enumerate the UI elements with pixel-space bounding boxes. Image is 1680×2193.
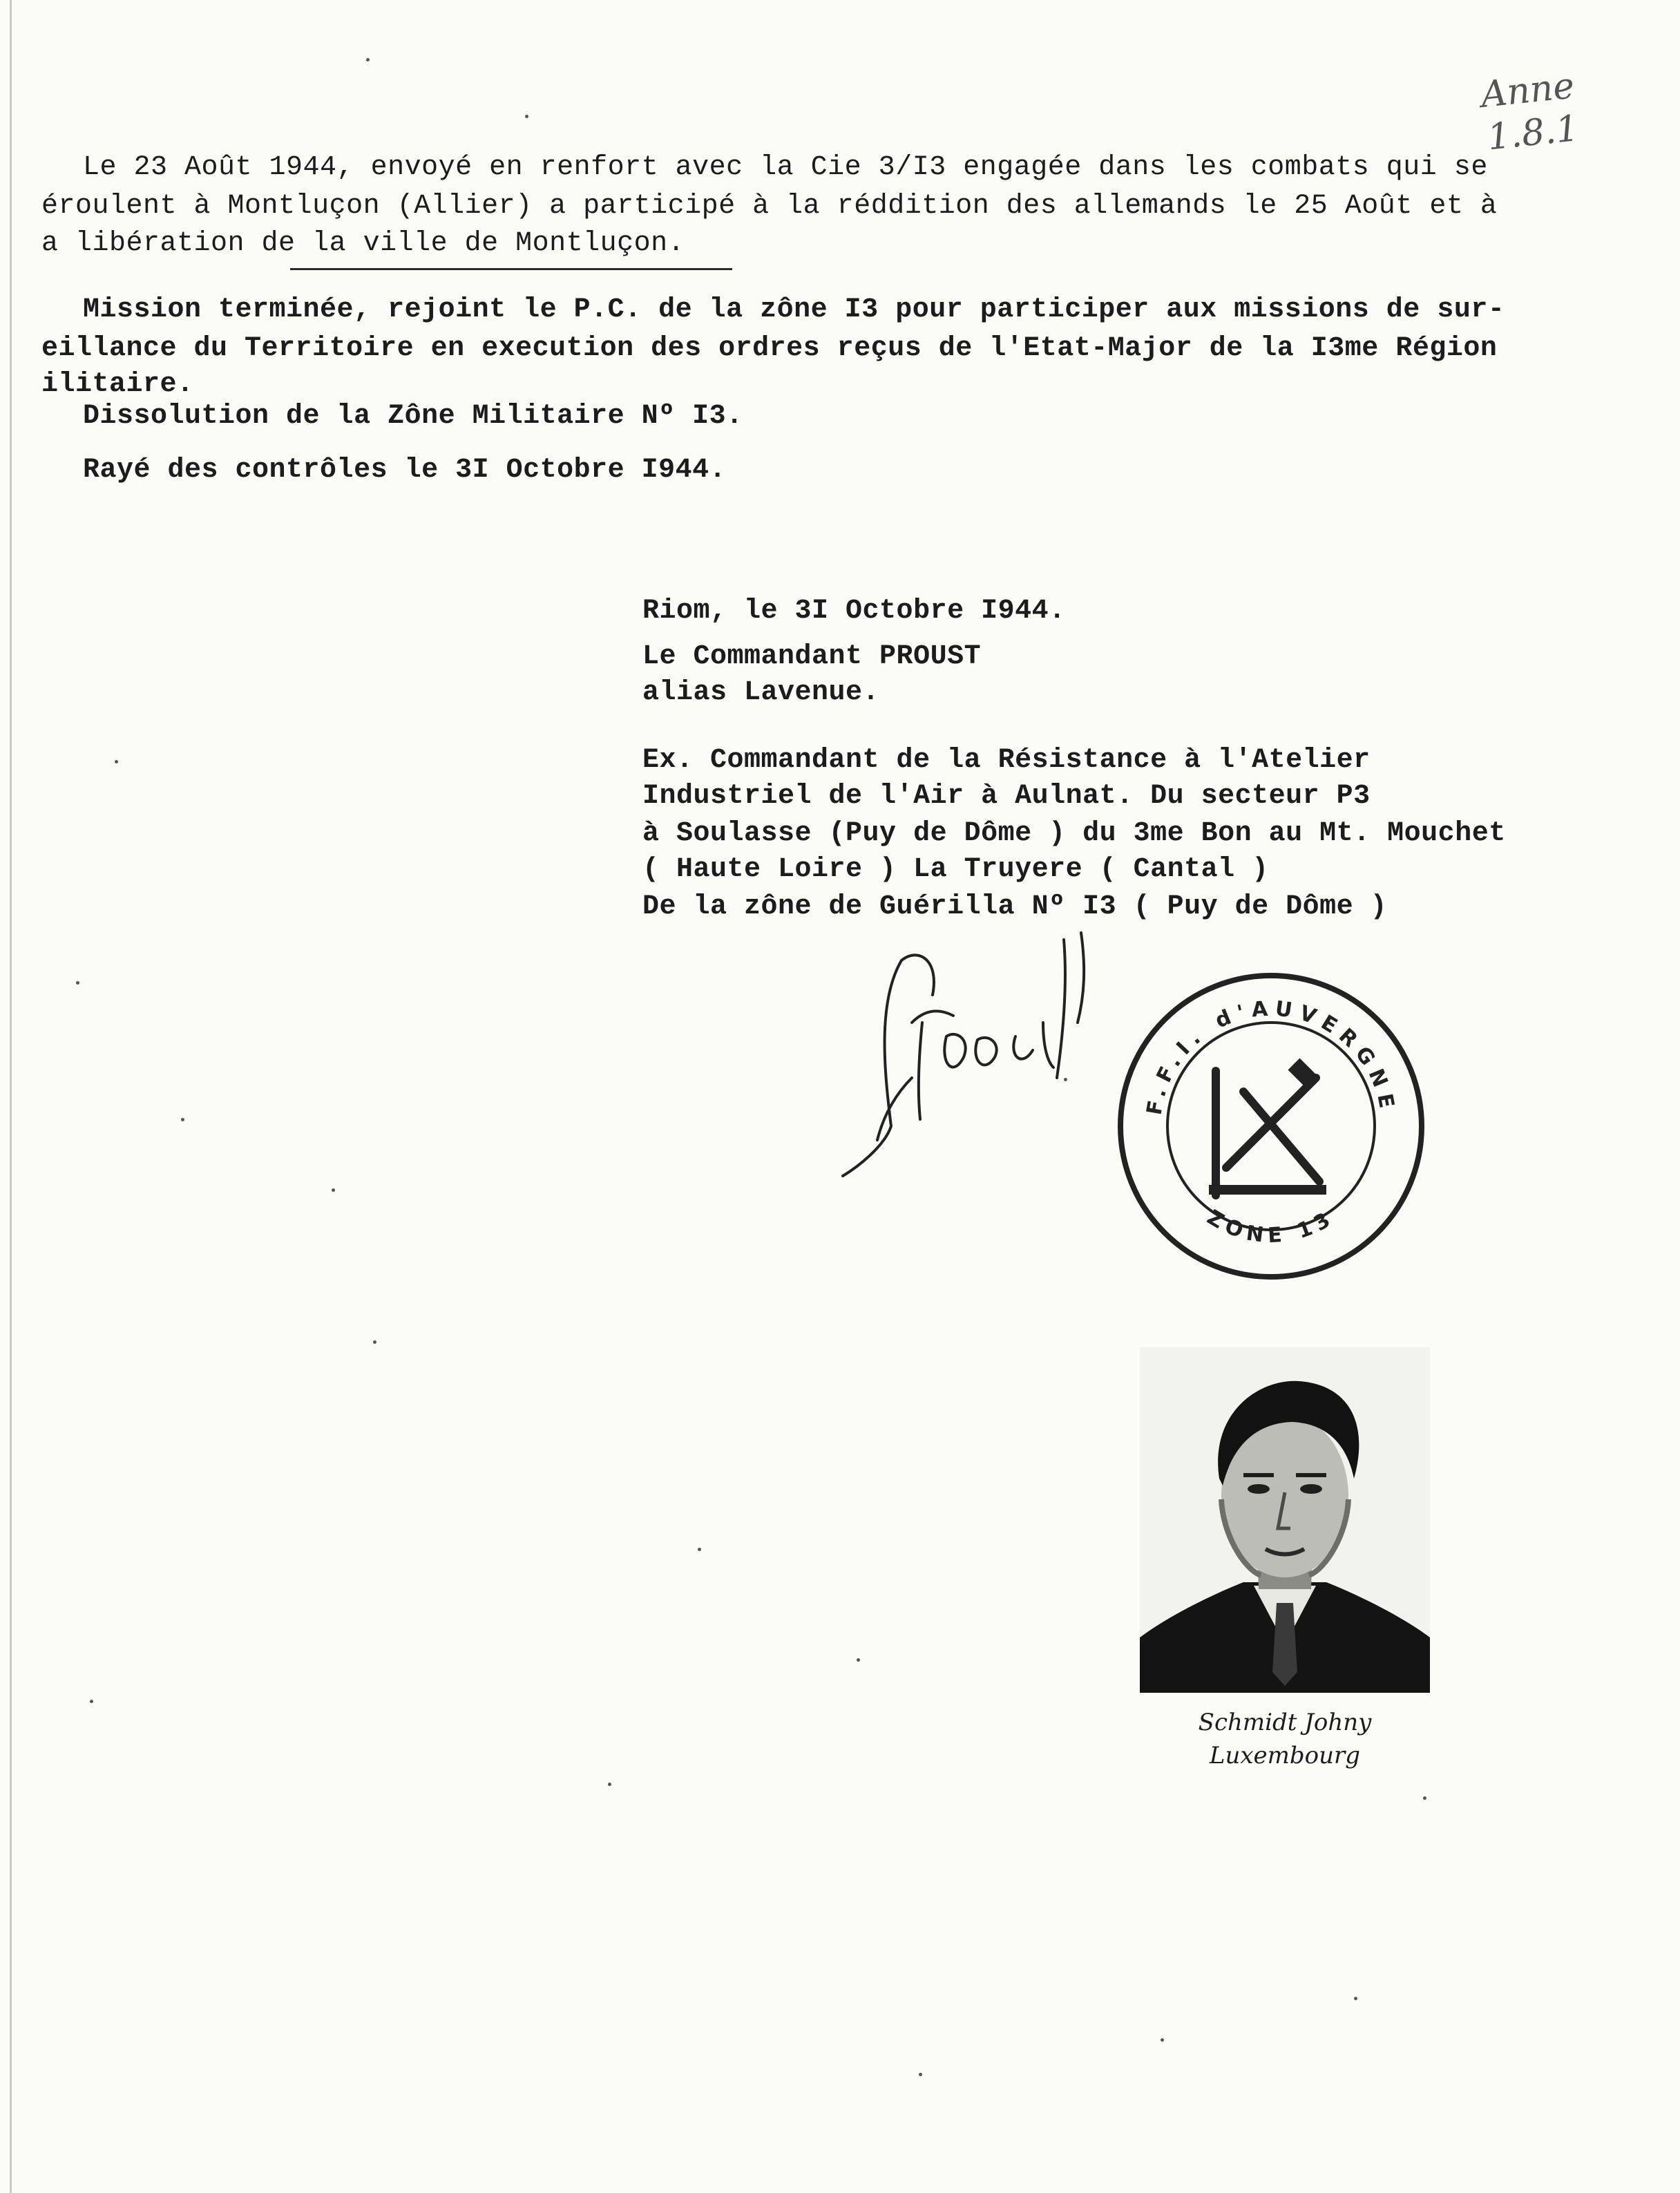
credentials-line-4: ( Haute Loire ) La Truyere ( Cantal ): [642, 854, 1269, 885]
scan-speck: [698, 1548, 701, 1551]
scan-speck: [181, 1118, 184, 1121]
scan-speck: [919, 2073, 922, 2076]
paragraph-1-line-1: Le 23 Août 1944, envoyé en renfort avec la Cie 3/I3 engagée dans les combats qui se: [83, 152, 1488, 183]
credentials-line-5: De la zône de Guérilla Nº I3 ( Puy de Dôme ): [642, 891, 1388, 922]
scan-speck: [1423, 1796, 1426, 1800]
commander-title: Le Commandant PROUST: [642, 641, 982, 672]
scan-speck: [857, 1658, 860, 1662]
scan-speck: [115, 760, 118, 763]
credentials-line-3: à Soulasse (Puy de Dôme ) du 3me Bon au Mt. Mouchet: [642, 818, 1506, 849]
reference-mark: [1479, 64, 1581, 159]
ffi-seal: [1105, 960, 1437, 1292]
credentials-line-2: Industriel de l'Air à Aulnat. Du secteur P3: [642, 781, 1371, 812]
handwritten-signature: [836, 919, 1140, 1195]
scan-speck: [366, 58, 370, 61]
scan-speck: [1161, 2038, 1164, 2042]
portrait-photo: [1140, 1347, 1430, 1693]
paragraph-struck-off: Rayé des contrôles le 3I Octobre I944.: [83, 455, 727, 486]
text-underline: [290, 268, 732, 270]
seal-text: F.F.I. d'AUVERGNE: [1142, 996, 1400, 1117]
svg-text:ZONE 13: [1203, 1205, 1339, 1248]
scan-speck: [608, 1783, 611, 1786]
paragraph-2-line-2: eillance du Territoire en execution des ordres reçus de l'Etat-Major de la I3me Région: [41, 333, 1498, 364]
credentials-line-1: Ex. Commandant de la Résistance à l'Atelier: [642, 745, 1371, 776]
scan-speck: [1064, 1078, 1067, 1081]
page-edge: [10, 0, 12, 2193]
commander-alias: alias Lavenue.: [642, 677, 880, 708]
scan-speck: [373, 1340, 376, 1344]
scan-speck: [1354, 1997, 1357, 2000]
paragraph-1-line-3: a libération de la ville de Montluçon.: [41, 228, 685, 259]
scan-speck: [90, 1700, 93, 1703]
paragraph-2-line-1: Mission terminée, rejoint le P.C. de la zône I3 pour participer aux missions de sur-: [83, 294, 1505, 325]
scan-speck: [76, 981, 79, 985]
scan-speck: [332, 1188, 335, 1192]
reference-mark-line-1: Anne: [1478, 65, 1576, 117]
paragraph-1-line-2: éroulent à Montluçon (Allier) a participé à la réddition des allemands le 25 Août et à: [41, 191, 1498, 222]
svg-text:F.F.I. d'AUVERGNE: [1143, 996, 1400, 1117]
paragraph-dissolution: Dissolution de la Zône Militaire Nº I3.: [83, 401, 743, 432]
place-date: Riom, le 3I Octobre I944.: [642, 596, 1066, 627]
reference-mark-line-2: 1.8.1: [1485, 107, 1581, 159]
photo-caption-place: Luxembourg: [1209, 1742, 1361, 1769]
seal-zone-text: ZONE 13: [1203, 1205, 1339, 1249]
scan-speck: [525, 115, 528, 118]
paragraph-2-line-3: ilitaire.: [41, 369, 194, 400]
photo-caption-name: Schmidt Johny: [1198, 1709, 1372, 1736]
